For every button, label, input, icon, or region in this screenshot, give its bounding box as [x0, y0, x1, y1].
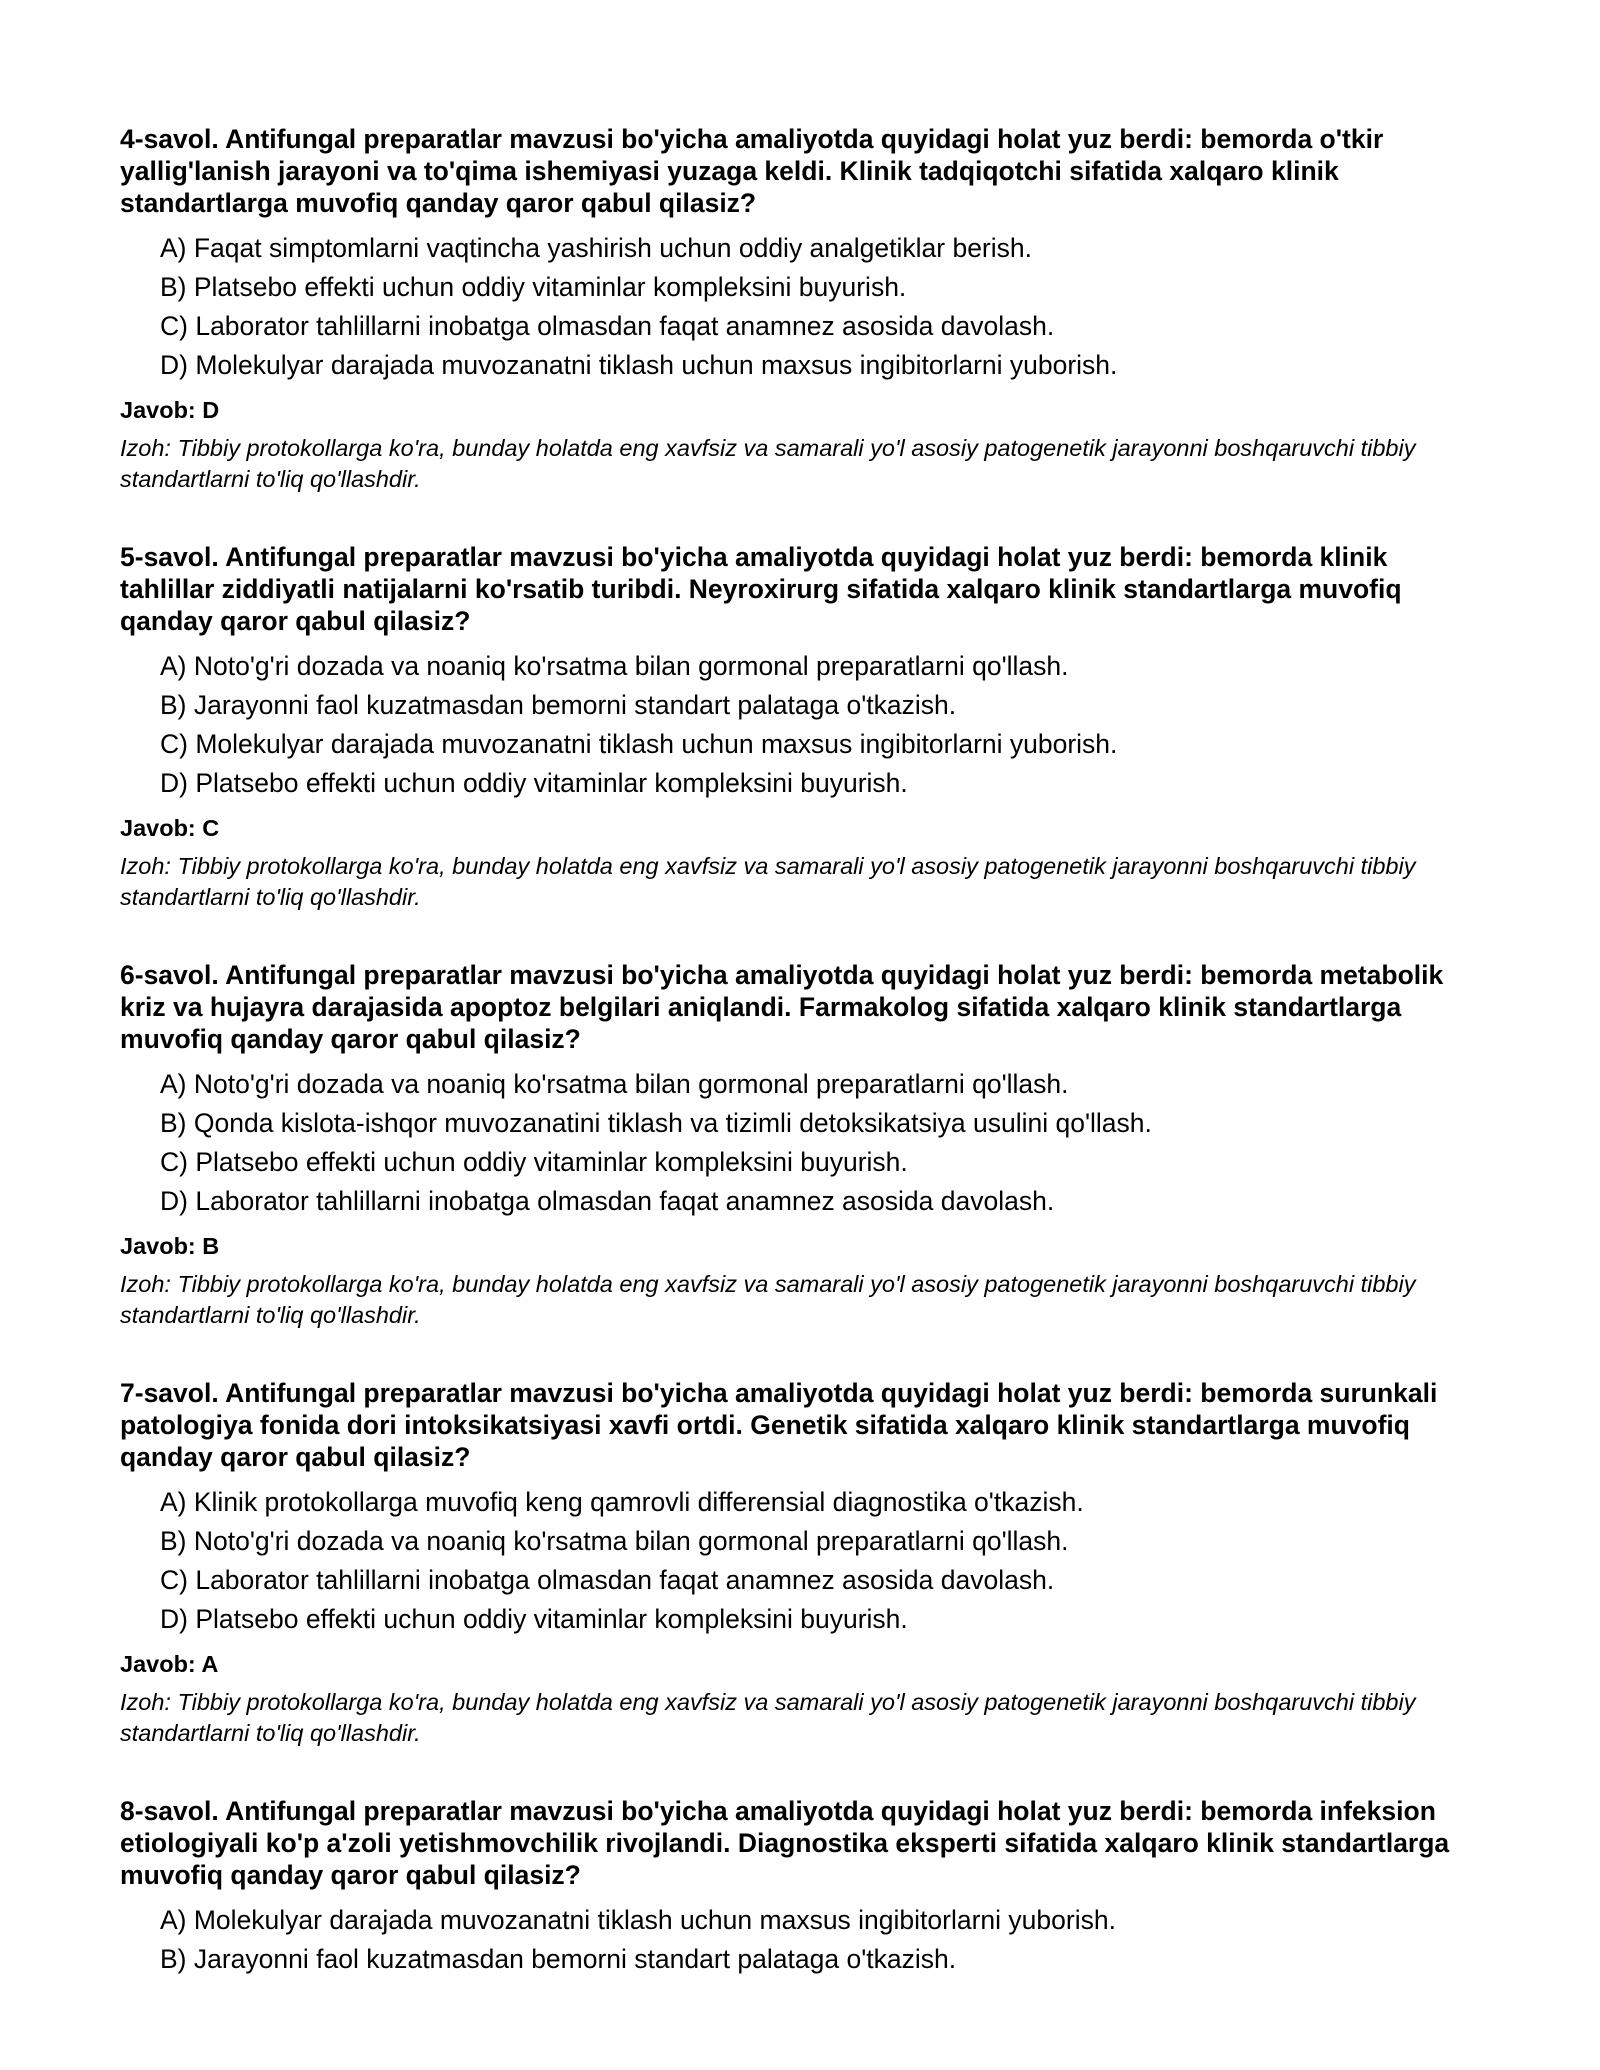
option-a: A) Noto'g'ri dozada va noaniq ko'rsatma bilan gormonal preparatlarni qo'llash.: [160, 1069, 1069, 1099]
option-list: [120, 1483, 1480, 1639]
option-d: D) Molekulyar darajada muvozanatni tiklash uchun maxsus ingibitorlarni yuborish.: [160, 350, 1118, 380]
option-b: B) Qonda kislota-ishqor muvozanatini tiklash va tizimli detoksikatsiya usulini qo'llash.: [160, 1108, 1152, 1138]
option-c: C) Laborator tahlillarni inobatga olmasdan faqat anamnez asosida davolash.: [160, 311, 1055, 341]
option-d: D) Platsebo effekti uchun oddiy vitaminlar kompleksini buyurish.: [160, 1604, 908, 1634]
question-block: [120, 1795, 1480, 1979]
option-a: A) Faqat simptomlarni vaqtincha yashirish uchun oddiy analgetiklar berish.: [160, 233, 1032, 263]
question-block: [120, 123, 1480, 495]
explanation-note: Izoh: Tibbiy protokollarga ko'ra, bunday holatda eng xavfsiz va samarali yo'l asosiy patogenetik jarayonni boshqaruvchi tibbiy standartlarni to'liq qo'llashdir.: [120, 1271, 1416, 1328]
question-title: 6-savol. Antifungal preparatlar mavzusi bo'yicha amaliyotda quyidagi holat yuz berdi: bemorda metabolik kriz va hujayra darajasida apoptoz belgilari aniqlandi. Farmakolog sifatida xalqaro klinik standartlarga muvofiq qanday qaror qabul qilasiz?: [120, 960, 1444, 1054]
option-c: C) Laborator tahlillarni inobatga olmasdan faqat anamnez asosida davolash.: [160, 1565, 1055, 1595]
question-title: 7-savol. Antifungal preparatlar mavzusi bo'yicha amaliyotda quyidagi holat yuz berdi: bemorda surunkali patologiya fonida dori intoksikatsiyasi xavfi ortdi. Genetik sifatida xalqaro klinik standartlarga muvofiq qanday qaror qabul qilasiz?: [120, 1378, 1438, 1472]
question-title: 5-savol. Antifungal preparatlar mavzusi bo'yicha amaliyotda quyidagi holat yuz berdi: bemorda klinik tahlillar ziddiyatli natijalarni ko'rsatib turibdi. Neyroxirurg sifatida xalqaro klinik standartlarga muvofiq qanday qaror qabul qilasiz?: [120, 542, 1402, 636]
option-a: A) Klinik protokollarga muvofiq keng qamrovli differensial diagnostika o'tkazish.: [160, 1487, 1084, 1517]
answer-label: Javob: D: [120, 397, 220, 423]
option-d: D) Platsebo effekti uchun oddiy vitaminlar kompleksini buyurish.: [160, 768, 908, 798]
question-block: [120, 959, 1480, 1331]
option-c: C) Platsebo effekti uchun oddiy vitaminlar kompleksini buyurish.: [160, 1147, 908, 1177]
answer-label: Javob: A: [120, 1651, 219, 1677]
answer-label: Javob: C: [120, 815, 220, 841]
question-block: [120, 541, 1480, 913]
option-b: B) Jarayonni faol kuzatmasdan bemorni standart palataga o'tkazish.: [160, 690, 957, 720]
option-b: B) Platsebo effekti uchun oddiy vitaminlar kompleksini buyurish.: [160, 272, 907, 302]
explanation-note: Izoh: Tibbiy protokollarga ko'ra, bunday holatda eng xavfsiz va samarali yo'l asosiy patogenetik jarayonni boshqaruvchi tibbiy standartlarni to'liq qo'llashdir.: [120, 435, 1416, 492]
answer-label: Javob: B: [120, 1233, 220, 1259]
option-b: B) Jarayonni faol kuzatmasdan bemorni standart palataga o'tkazish.: [160, 1944, 957, 1974]
explanation-note: Izoh: Tibbiy protokollarga ko'ra, bunday holatda eng xavfsiz va samarali yo'l asosiy patogenetik jarayonni boshqaruvchi tibbiy standartlarni to'liq qo'llashdir.: [120, 1689, 1416, 1746]
option-list: [120, 1901, 1480, 1979]
question-block: [120, 1377, 1480, 1749]
option-d: D) Laborator tahlillarni inobatga olmasdan faqat anamnez asosida davolash.: [160, 1186, 1055, 1216]
option-b: B) Noto'g'ri dozada va noaniq ko'rsatma bilan gormonal preparatlarni qo'llash.: [160, 1526, 1069, 1556]
question-title: 8-savol. Antifungal preparatlar mavzusi bo'yicha amaliyotda quyidagi holat yuz berdi: bemorda infeksion etiologiyali ko'p a'zoli yetishmovchilik rivojlandi. Diagnostika eksperti sifatida xalqaro klinik standartlarga muvofiq qanday qaror qabul qilasiz?: [120, 1796, 1450, 1890]
option-list: [120, 647, 1480, 803]
explanation-note: Izoh: Tibbiy protokollarga ko'ra, bunday holatda eng xavfsiz va samarali yo'l asosiy patogenetik jarayonni boshqaruvchi tibbiy standartlarni to'liq qo'llashdir.: [120, 853, 1416, 910]
question-title: 4-savol. Antifungal preparatlar mavzusi bo'yicha amaliyotda quyidagi holat yuz berdi: bemorda o'tkir yallig'lanish jarayoni va to'qima ishemiyasi yuzaga keldi. Klinik tadqiqotchi sifatida xalqaro klinik standartlarga muvofiq qanday qaror qabul qilasiz?: [120, 124, 1384, 218]
option-c: C) Molekulyar darajada muvozanatni tiklash uchun maxsus ingibitorlarni yuborish.: [160, 729, 1118, 759]
option-a: A) Noto'g'ri dozada va noaniq ko'rsatma bilan gormonal preparatlarni qo'llash.: [160, 651, 1069, 681]
option-list: [120, 229, 1480, 385]
option-list: [120, 1065, 1480, 1221]
option-a: A) Molekulyar darajada muvozanatni tiklash uchun maxsus ingibitorlarni yuborish.: [160, 1905, 1116, 1935]
